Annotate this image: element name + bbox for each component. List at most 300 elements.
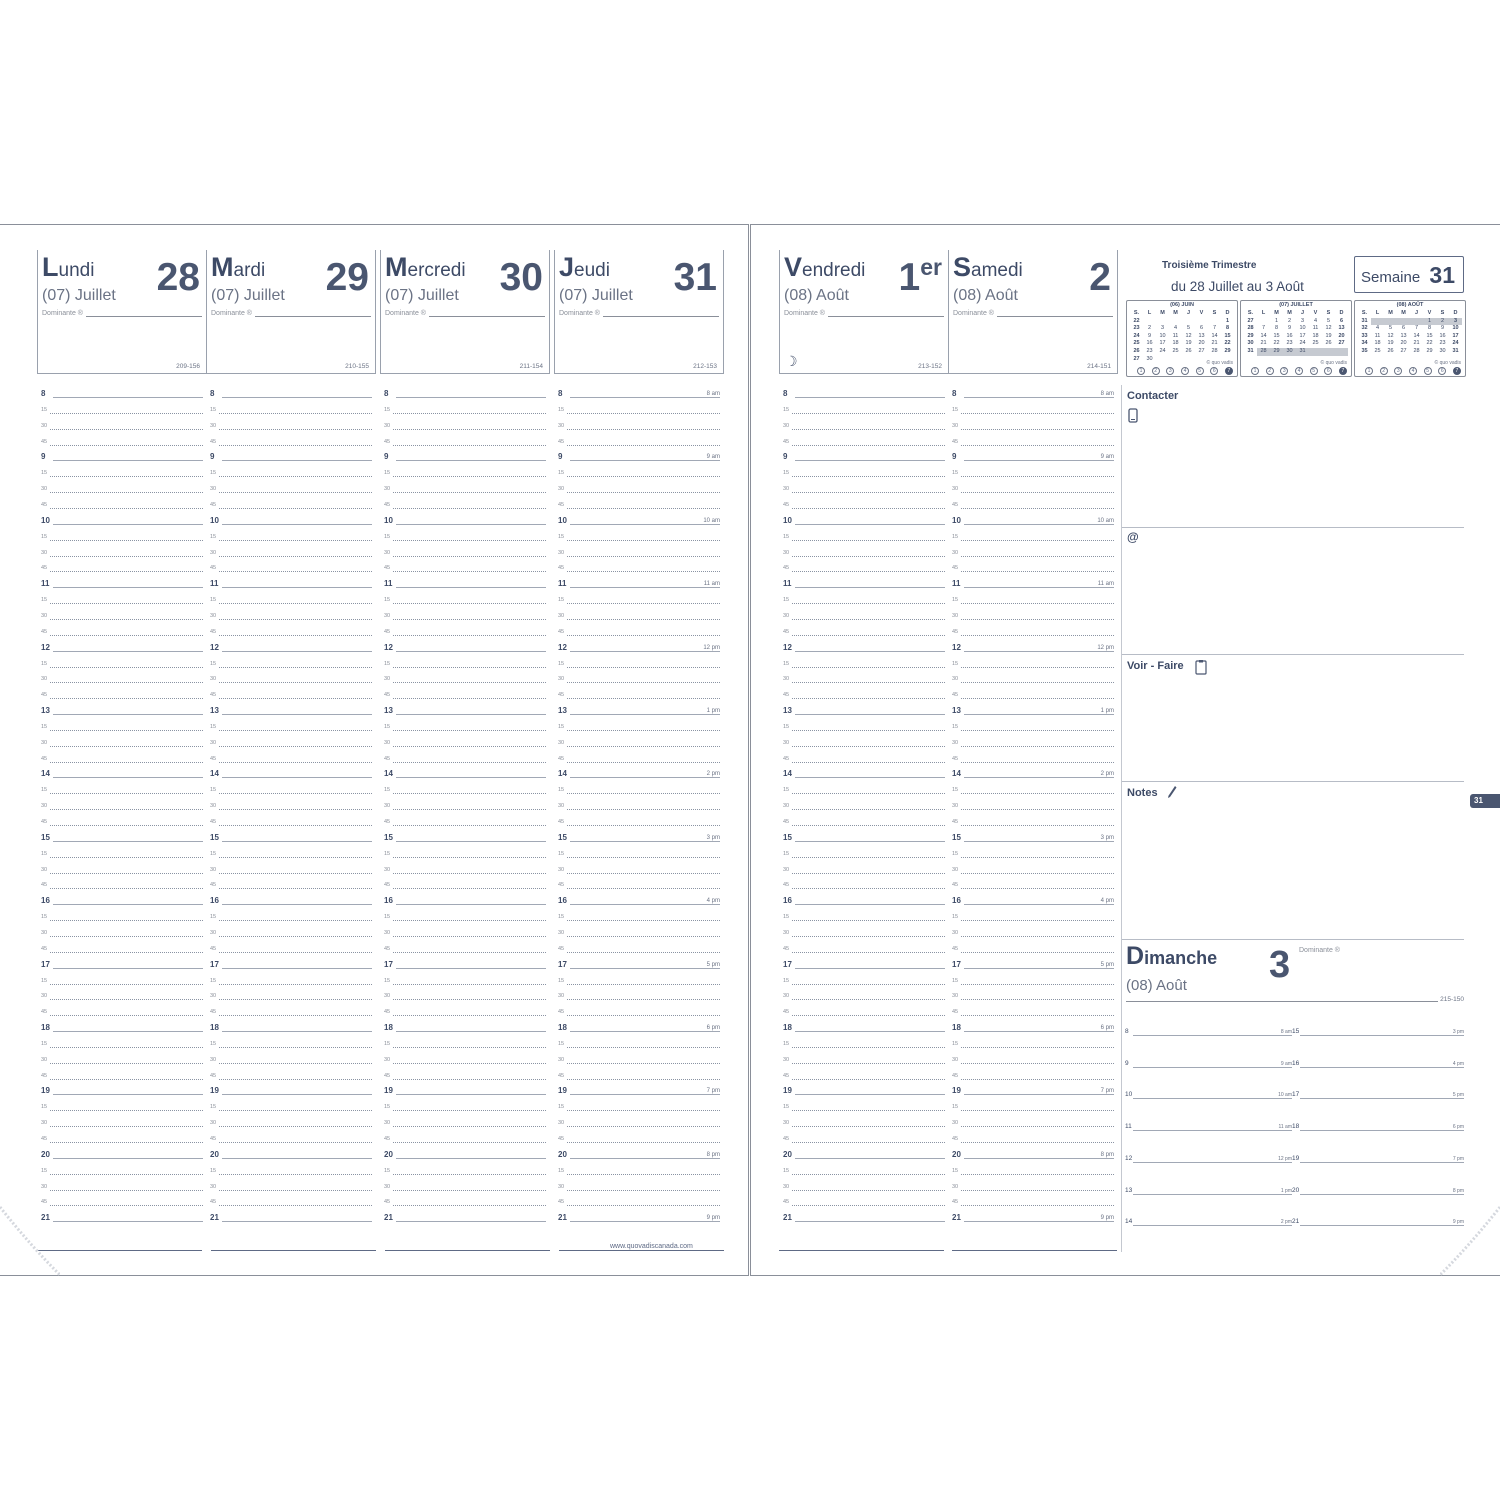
- hour-slot[interactable]: [210, 1208, 372, 1222]
- quarter-slot[interactable]: [558, 558, 720, 572]
- hour-slot[interactable]: [783, 384, 945, 398]
- quarter-slot[interactable]: [783, 654, 945, 668]
- quarter-slot[interactable]: [558, 527, 720, 541]
- quarter-slot[interactable]: [210, 907, 372, 921]
- quarter-slot[interactable]: [384, 812, 546, 826]
- quarter-slot[interactable]: [210, 1066, 372, 1080]
- quarter-slot[interactable]: [783, 986, 945, 1000]
- quarter-slot[interactable]: [783, 860, 945, 874]
- quarter-slot[interactable]: [558, 717, 720, 731]
- hour-slot[interactable]: [783, 955, 945, 969]
- hour-slot[interactable]: [558, 1145, 720, 1159]
- hour-slot[interactable]: [210, 891, 372, 905]
- hour-slot[interactable]: [41, 764, 203, 778]
- hour-slot[interactable]: [41, 638, 203, 652]
- hour-slot[interactable]: [41, 701, 203, 715]
- quarter-slot[interactable]: [783, 939, 945, 953]
- hour-slot[interactable]: [952, 1145, 1114, 1159]
- quarter-slot[interactable]: [952, 812, 1114, 826]
- quarter-slot[interactable]: [558, 622, 720, 636]
- quarter-slot[interactable]: [210, 1034, 372, 1048]
- quarter-slot[interactable]: [41, 1177, 203, 1191]
- quarter-slot[interactable]: [952, 495, 1114, 509]
- quarter-slot[interactable]: [952, 1050, 1114, 1064]
- quarter-slot[interactable]: [558, 590, 720, 604]
- hour-slot[interactable]: [952, 764, 1114, 778]
- quarter-slot[interactable]: [558, 654, 720, 668]
- quarter-slot[interactable]: [384, 907, 546, 921]
- quarter-slot[interactable]: [384, 685, 546, 699]
- quarter-slot[interactable]: [384, 1113, 546, 1127]
- quarter-slot[interactable]: [384, 606, 546, 620]
- sunday-hour-slot[interactable]: [1125, 1089, 1292, 1099]
- quarter-slot[interactable]: [558, 733, 720, 747]
- quarter-slot[interactable]: [384, 416, 546, 430]
- quarter-slot[interactable]: [384, 923, 546, 937]
- quarter-slot[interactable]: [210, 1097, 372, 1111]
- hour-slot[interactable]: [210, 447, 372, 461]
- quarter-slot[interactable]: [41, 1097, 203, 1111]
- quarter-slot[interactable]: [384, 986, 546, 1000]
- quarter-slot[interactable]: [384, 1066, 546, 1080]
- hour-slot[interactable]: [952, 828, 1114, 842]
- quarter-slot[interactable]: [384, 622, 546, 636]
- hour-slot[interactable]: [41, 574, 203, 588]
- quarter-slot[interactable]: [558, 1113, 720, 1127]
- quarter-slot[interactable]: [41, 527, 203, 541]
- hour-slot[interactable]: [384, 638, 546, 652]
- quarter-slot[interactable]: [41, 1113, 203, 1127]
- quarter-slot[interactable]: [41, 1161, 203, 1175]
- quarter-slot[interactable]: [558, 416, 720, 430]
- dominante-field[interactable]: Dominante ®: [42, 309, 202, 317]
- hour-slot[interactable]: [384, 828, 546, 842]
- hour-slot[interactable]: [210, 1018, 372, 1032]
- quarter-slot[interactable]: [41, 971, 203, 985]
- hour-slot[interactable]: [952, 384, 1114, 398]
- dominante-field[interactable]: Dominante ®: [385, 309, 545, 317]
- hour-slot[interactable]: [558, 447, 720, 461]
- hour-slot[interactable]: [558, 955, 720, 969]
- hour-slot[interactable]: [41, 891, 203, 905]
- quarter-slot[interactable]: [384, 543, 546, 557]
- quarter-slot[interactable]: [210, 1161, 372, 1175]
- quarter-slot[interactable]: [41, 543, 203, 557]
- quarter-slot[interactable]: [41, 796, 203, 810]
- hour-slot[interactable]: [384, 891, 546, 905]
- quarter-slot[interactable]: [952, 1097, 1114, 1111]
- quarter-slot[interactable]: [558, 796, 720, 810]
- hour-slot[interactable]: [41, 1145, 203, 1159]
- quarter-slot[interactable]: [210, 606, 372, 620]
- quarter-slot[interactable]: [952, 796, 1114, 810]
- quarter-slot[interactable]: [210, 495, 372, 509]
- quarter-slot[interactable]: [41, 654, 203, 668]
- quarter-slot[interactable]: [210, 432, 372, 446]
- quarter-slot[interactable]: [952, 479, 1114, 493]
- quarter-slot[interactable]: [783, 1113, 945, 1127]
- quarter-slot[interactable]: [384, 495, 546, 509]
- quarter-slot[interactable]: [210, 479, 372, 493]
- quarter-slot[interactable]: [783, 1097, 945, 1111]
- quarter-slot[interactable]: [41, 1034, 203, 1048]
- quarter-slot[interactable]: [783, 432, 945, 446]
- quarter-slot[interactable]: [783, 1050, 945, 1064]
- quarter-slot[interactable]: [783, 606, 945, 620]
- quarter-slot[interactable]: [783, 543, 945, 557]
- hour-slot[interactable]: [210, 828, 372, 842]
- quarter-slot[interactable]: [952, 463, 1114, 477]
- quarter-slot[interactable]: [558, 685, 720, 699]
- hour-slot[interactable]: [558, 384, 720, 398]
- hour-slot[interactable]: [783, 891, 945, 905]
- section-contacter[interactable]: [1122, 388, 1464, 528]
- quarter-slot[interactable]: [558, 1129, 720, 1143]
- quarter-slot[interactable]: [783, 875, 945, 889]
- quarter-slot[interactable]: [783, 749, 945, 763]
- hour-slot[interactable]: [783, 1081, 945, 1095]
- hour-slot[interactable]: [210, 574, 372, 588]
- hour-slot[interactable]: [783, 1145, 945, 1159]
- quarter-slot[interactable]: [41, 749, 203, 763]
- quarter-slot[interactable]: [210, 844, 372, 858]
- hour-slot[interactable]: [384, 1145, 546, 1159]
- quarter-slot[interactable]: [952, 543, 1114, 557]
- quarter-slot[interactable]: [210, 416, 372, 430]
- dominante-field[interactable]: Dominante ®: [559, 309, 719, 317]
- sunday-hour-slot[interactable]: [1125, 1121, 1292, 1131]
- quarter-slot[interactable]: [952, 400, 1114, 414]
- hour-slot[interactable]: [952, 638, 1114, 652]
- quarter-slot[interactable]: [41, 479, 203, 493]
- hour-slot[interactable]: [41, 447, 203, 461]
- quarter-slot[interactable]: [783, 1034, 945, 1048]
- quarter-slot[interactable]: [41, 1129, 203, 1143]
- hour-slot[interactable]: [384, 1208, 546, 1222]
- quarter-slot[interactable]: [783, 1161, 945, 1175]
- quarter-slot[interactable]: [384, 1192, 546, 1206]
- quarter-slot[interactable]: [952, 1129, 1114, 1143]
- website[interactable]: www.quovadiscanada.com: [610, 1243, 693, 1250]
- hour-slot[interactable]: [384, 764, 546, 778]
- hour-slot[interactable]: [783, 447, 945, 461]
- quarter-slot[interactable]: [952, 654, 1114, 668]
- hour-slot[interactable]: [210, 1081, 372, 1095]
- quarter-slot[interactable]: [952, 590, 1114, 604]
- quarter-slot[interactable]: [783, 495, 945, 509]
- hour-slot[interactable]: [384, 955, 546, 969]
- hour-slot[interactable]: [210, 511, 372, 525]
- quarter-slot[interactable]: [41, 923, 203, 937]
- hour-slot[interactable]: [783, 511, 945, 525]
- quarter-slot[interactable]: [41, 907, 203, 921]
- hour-slot[interactable]: [41, 511, 203, 525]
- quarter-slot[interactable]: [41, 669, 203, 683]
- quarter-slot[interactable]: [783, 400, 945, 414]
- hour-slot[interactable]: [210, 764, 372, 778]
- quarter-slot[interactable]: [952, 1066, 1114, 1080]
- quarter-slot[interactable]: [210, 622, 372, 636]
- quarter-slot[interactable]: [952, 860, 1114, 874]
- hour-slot[interactable]: [783, 828, 945, 842]
- hour-slot[interactable]: [41, 955, 203, 969]
- quarter-slot[interactable]: [210, 812, 372, 826]
- quarter-slot[interactable]: [41, 733, 203, 747]
- quarter-slot[interactable]: [210, 558, 372, 572]
- hour-slot[interactable]: [558, 701, 720, 715]
- quarter-slot[interactable]: [210, 669, 372, 683]
- quarter-slot[interactable]: [384, 527, 546, 541]
- quarter-slot[interactable]: [384, 1002, 546, 1016]
- quarter-slot[interactable]: [558, 844, 720, 858]
- quarter-slot[interactable]: [384, 479, 546, 493]
- quarter-slot[interactable]: [558, 1177, 720, 1191]
- quarter-slot[interactable]: [558, 812, 720, 826]
- quarter-slot[interactable]: [210, 875, 372, 889]
- quarter-slot[interactable]: [783, 416, 945, 430]
- quarter-slot[interactable]: [210, 654, 372, 668]
- hour-slot[interactable]: [783, 638, 945, 652]
- dominante-field[interactable]: Dominante ®: [953, 309, 1113, 317]
- quarter-slot[interactable]: [41, 495, 203, 509]
- quarter-slot[interactable]: [558, 463, 720, 477]
- quarter-slot[interactable]: [41, 400, 203, 414]
- quarter-slot[interactable]: [384, 875, 546, 889]
- hour-slot[interactable]: [210, 384, 372, 398]
- quarter-slot[interactable]: [41, 986, 203, 1000]
- section-notes[interactable]: [1122, 782, 1464, 940]
- quarter-slot[interactable]: [952, 717, 1114, 731]
- quarter-slot[interactable]: [952, 527, 1114, 541]
- quarter-slot[interactable]: [384, 796, 546, 810]
- quarter-slot[interactable]: [783, 796, 945, 810]
- quarter-slot[interactable]: [952, 432, 1114, 446]
- quarter-slot[interactable]: [384, 844, 546, 858]
- hour-slot[interactable]: [952, 1081, 1114, 1095]
- quarter-slot[interactable]: [558, 669, 720, 683]
- quarter-slot[interactable]: [952, 416, 1114, 430]
- quarter-slot[interactable]: [41, 1066, 203, 1080]
- hour-slot[interactable]: [783, 1208, 945, 1222]
- quarter-slot[interactable]: [783, 558, 945, 572]
- hour-slot[interactable]: [558, 828, 720, 842]
- quarter-slot[interactable]: [783, 733, 945, 747]
- quarter-slot[interactable]: [783, 479, 945, 493]
- hour-slot[interactable]: [783, 1018, 945, 1032]
- hour-slot[interactable]: [41, 1081, 203, 1095]
- quarter-slot[interactable]: [210, 543, 372, 557]
- quarter-slot[interactable]: [384, 733, 546, 747]
- hour-slot[interactable]: [558, 1018, 720, 1032]
- sunday-hour-slot[interactable]: [1125, 1026, 1292, 1036]
- quarter-slot[interactable]: [783, 844, 945, 858]
- quarter-slot[interactable]: [210, 590, 372, 604]
- quarter-slot[interactable]: [41, 622, 203, 636]
- hour-slot[interactable]: [558, 764, 720, 778]
- hour-slot[interactable]: [210, 1145, 372, 1159]
- quarter-slot[interactable]: [558, 860, 720, 874]
- hour-slot[interactable]: [558, 638, 720, 652]
- quarter-slot[interactable]: [558, 1161, 720, 1175]
- quarter-slot[interactable]: [558, 495, 720, 509]
- quarter-slot[interactable]: [558, 923, 720, 937]
- sunday-hour-slot[interactable]: [1125, 1153, 1292, 1163]
- quarter-slot[interactable]: [384, 558, 546, 572]
- hour-slot[interactable]: [952, 1208, 1114, 1222]
- quarter-slot[interactable]: [558, 939, 720, 953]
- hour-slot[interactable]: [210, 955, 372, 969]
- quarter-slot[interactable]: [41, 1002, 203, 1016]
- sunday-hour-slot[interactable]: [1292, 1153, 1464, 1163]
- quarter-slot[interactable]: [783, 1129, 945, 1143]
- quarter-slot[interactable]: [210, 1192, 372, 1206]
- quarter-slot[interactable]: [783, 1192, 945, 1206]
- quarter-slot[interactable]: [384, 463, 546, 477]
- quarter-slot[interactable]: [384, 432, 546, 446]
- quarter-slot[interactable]: [210, 780, 372, 794]
- quarter-slot[interactable]: [783, 1002, 945, 1016]
- hour-slot[interactable]: [384, 511, 546, 525]
- quarter-slot[interactable]: [952, 733, 1114, 747]
- quarter-slot[interactable]: [952, 1034, 1114, 1048]
- quarter-slot[interactable]: [783, 527, 945, 541]
- dominante-field[interactable]: Dominante ®: [784, 309, 944, 317]
- quarter-slot[interactable]: [952, 875, 1114, 889]
- hour-slot[interactable]: [558, 511, 720, 525]
- hour-slot[interactable]: [384, 1018, 546, 1032]
- week-tab[interactable]: 31: [1470, 794, 1500, 808]
- quarter-slot[interactable]: [558, 1066, 720, 1080]
- quarter-slot[interactable]: [384, 1177, 546, 1191]
- quarter-slot[interactable]: [210, 1177, 372, 1191]
- hour-slot[interactable]: [41, 1018, 203, 1032]
- quarter-slot[interactable]: [210, 1113, 372, 1127]
- quarter-slot[interactable]: [952, 780, 1114, 794]
- quarter-slot[interactable]: [210, 733, 372, 747]
- hour-slot[interactable]: [783, 764, 945, 778]
- hour-slot[interactable]: [952, 891, 1114, 905]
- quarter-slot[interactable]: [384, 780, 546, 794]
- sunday-hour-slot[interactable]: [1125, 1185, 1292, 1195]
- quarter-slot[interactable]: [384, 1050, 546, 1064]
- sunday-hour-slot[interactable]: [1125, 1216, 1292, 1226]
- quarter-slot[interactable]: [952, 606, 1114, 620]
- quarter-slot[interactable]: [783, 622, 945, 636]
- quarter-slot[interactable]: [952, 844, 1114, 858]
- quarter-slot[interactable]: [783, 780, 945, 794]
- hour-slot[interactable]: [952, 511, 1114, 525]
- quarter-slot[interactable]: [384, 400, 546, 414]
- hour-slot[interactable]: [384, 447, 546, 461]
- quarter-slot[interactable]: [384, 1161, 546, 1175]
- hour-slot[interactable]: [558, 1208, 720, 1222]
- quarter-slot[interactable]: [41, 812, 203, 826]
- quarter-slot[interactable]: [384, 590, 546, 604]
- quarter-slot[interactable]: [558, 986, 720, 1000]
- quarter-slot[interactable]: [210, 685, 372, 699]
- quarter-slot[interactable]: [783, 463, 945, 477]
- quarter-slot[interactable]: [558, 780, 720, 794]
- dominante-field[interactable]: Dominante ®: [211, 309, 371, 317]
- quarter-slot[interactable]: [952, 669, 1114, 683]
- quarter-slot[interactable]: [384, 860, 546, 874]
- quarter-slot[interactable]: [783, 717, 945, 731]
- sunday-hour-slot[interactable]: [1292, 1185, 1464, 1195]
- quarter-slot[interactable]: [41, 558, 203, 572]
- quarter-slot[interactable]: [952, 1192, 1114, 1206]
- quarter-slot[interactable]: [384, 939, 546, 953]
- sunday-hour-slot[interactable]: [1125, 1058, 1292, 1068]
- quarter-slot[interactable]: [210, 400, 372, 414]
- quarter-slot[interactable]: [558, 432, 720, 446]
- quarter-slot[interactable]: [783, 1066, 945, 1080]
- quarter-slot[interactable]: [41, 685, 203, 699]
- quarter-slot[interactable]: [558, 1034, 720, 1048]
- quarter-slot[interactable]: [952, 622, 1114, 636]
- sunday-hour-slot[interactable]: [1292, 1058, 1464, 1068]
- hour-slot[interactable]: [384, 1081, 546, 1095]
- quarter-slot[interactable]: [952, 749, 1114, 763]
- quarter-slot[interactable]: [210, 796, 372, 810]
- sunday-hour-slot[interactable]: [1292, 1089, 1464, 1099]
- quarter-slot[interactable]: [384, 1034, 546, 1048]
- quarter-slot[interactable]: [558, 479, 720, 493]
- hour-slot[interactable]: [783, 701, 945, 715]
- quarter-slot[interactable]: [558, 971, 720, 985]
- quarter-slot[interactable]: [558, 749, 720, 763]
- quarter-slot[interactable]: [952, 939, 1114, 953]
- quarter-slot[interactable]: [952, 685, 1114, 699]
- quarter-slot[interactable]: [41, 432, 203, 446]
- hour-slot[interactable]: [952, 701, 1114, 715]
- quarter-slot[interactable]: [783, 971, 945, 985]
- sunday-hour-slot[interactable]: [1292, 1026, 1464, 1036]
- hour-slot[interactable]: [41, 828, 203, 842]
- quarter-slot[interactable]: [41, 860, 203, 874]
- sunday-hour-slot[interactable]: [1292, 1121, 1464, 1131]
- quarter-slot[interactable]: [558, 875, 720, 889]
- hour-slot[interactable]: [558, 891, 720, 905]
- quarter-slot[interactable]: [558, 543, 720, 557]
- quarter-slot[interactable]: [384, 749, 546, 763]
- quarter-slot[interactable]: [952, 1161, 1114, 1175]
- quarter-slot[interactable]: [384, 1097, 546, 1111]
- hour-slot[interactable]: [558, 1081, 720, 1095]
- quarter-slot[interactable]: [952, 907, 1114, 921]
- quarter-slot[interactable]: [783, 907, 945, 921]
- quarter-slot[interactable]: [384, 717, 546, 731]
- quarter-slot[interactable]: [41, 1192, 203, 1206]
- hour-slot[interactable]: [384, 701, 546, 715]
- quarter-slot[interactable]: [210, 1129, 372, 1143]
- quarter-slot[interactable]: [210, 923, 372, 937]
- quarter-slot[interactable]: [384, 971, 546, 985]
- quarter-slot[interactable]: [210, 527, 372, 541]
- quarter-slot[interactable]: [384, 654, 546, 668]
- quarter-slot[interactable]: [384, 669, 546, 683]
- quarter-slot[interactable]: [41, 875, 203, 889]
- quarter-slot[interactable]: [952, 986, 1114, 1000]
- quarter-slot[interactable]: [210, 986, 372, 1000]
- quarter-slot[interactable]: [558, 907, 720, 921]
- quarter-slot[interactable]: [952, 1177, 1114, 1191]
- quarter-slot[interactable]: [783, 669, 945, 683]
- quarter-slot[interactable]: [210, 1050, 372, 1064]
- quarter-slot[interactable]: [384, 1129, 546, 1143]
- hour-slot[interactable]: [952, 955, 1114, 969]
- quarter-slot[interactable]: [210, 717, 372, 731]
- quarter-slot[interactable]: [783, 812, 945, 826]
